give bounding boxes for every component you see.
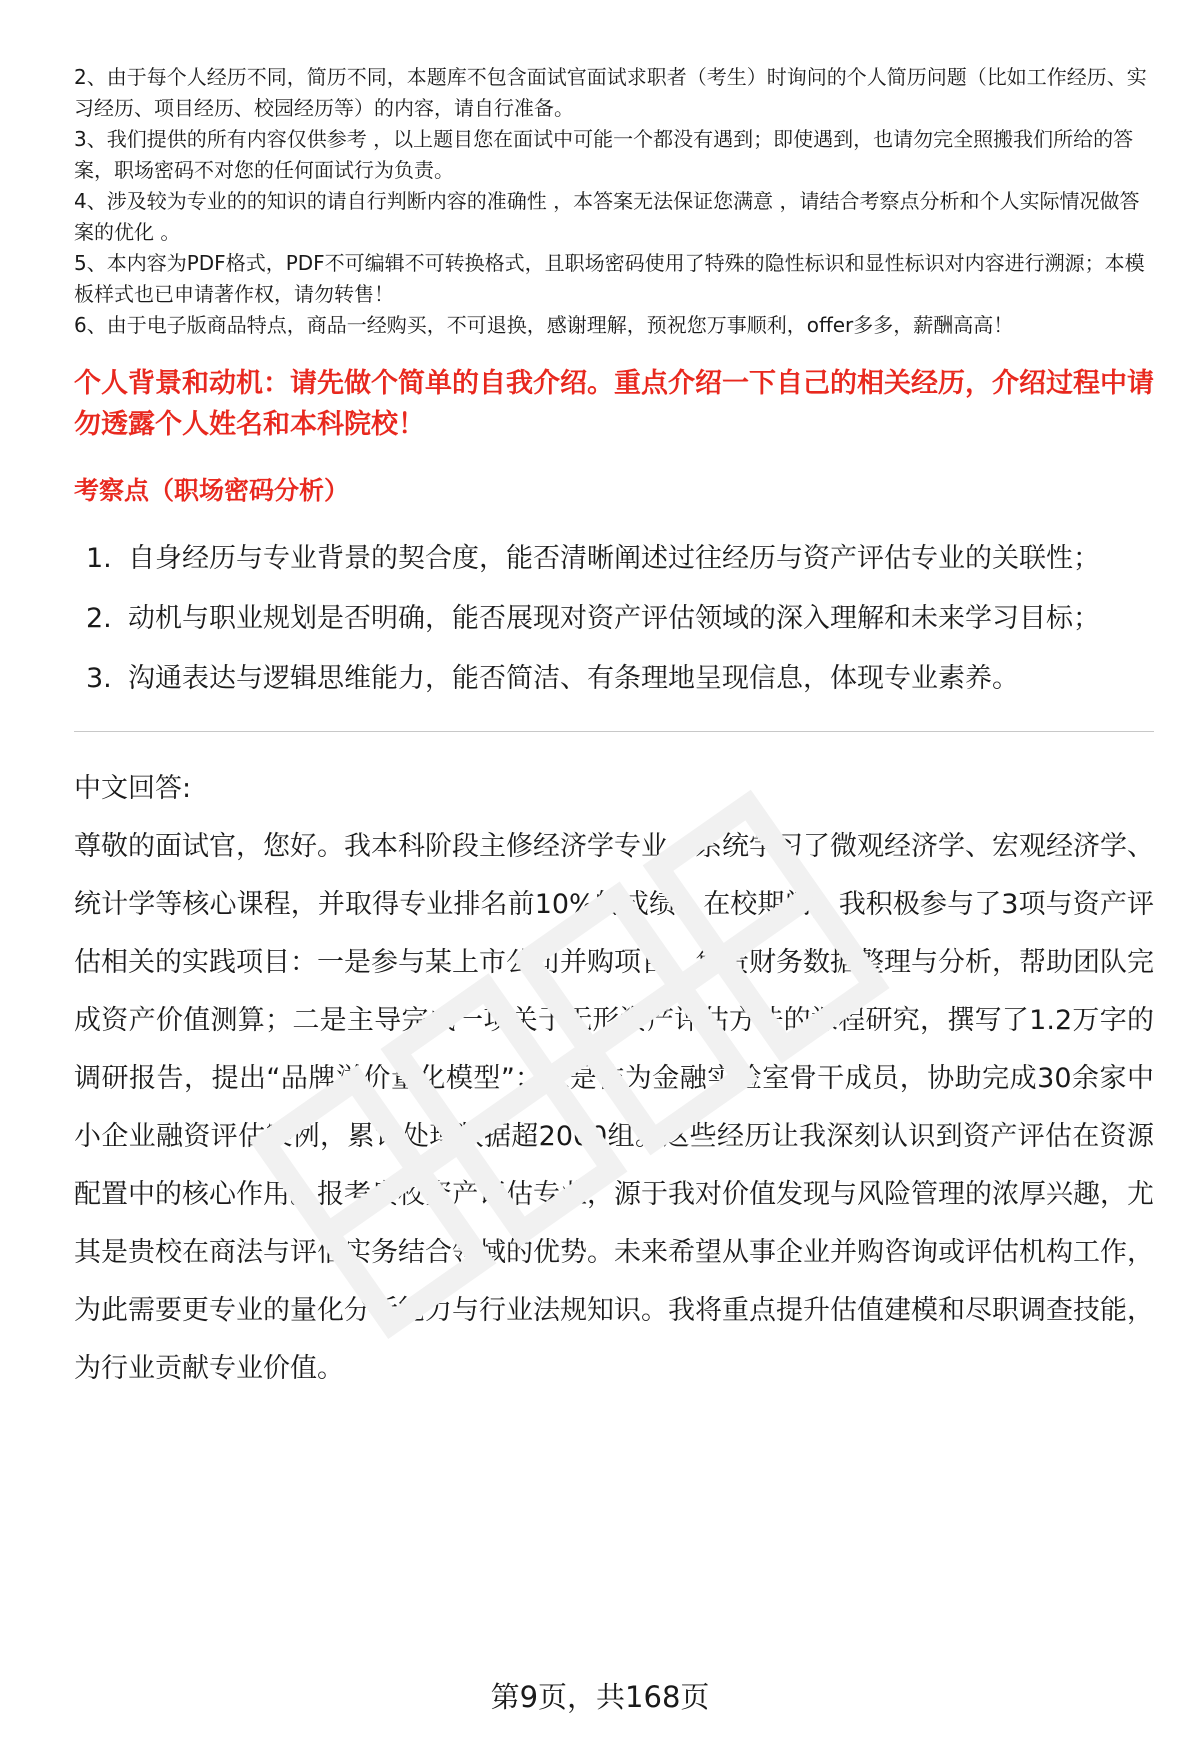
analysis-point — [74, 589, 1154, 649]
question-heading: 个人背景和动机：请先做个简单的自我介绍。重点介绍一下自己的相关经历，介绍过程中请勿透露个人姓名和本科院校！ — [74, 368, 1154, 440]
point-text: 沟通表达与逻辑思维能力，能否简洁、有条理地呈现信息，体现专业素养。 — [128, 663, 1019, 694]
notes-section — [74, 62, 1154, 341]
answer-label: 中文回答: — [74, 773, 192, 804]
point-number: 1. — [86, 543, 112, 574]
point-text: 自身经历与专业背景的契合度，能否清晰阐述过往经历与资产评估专业的关联性； — [128, 543, 1100, 574]
section-divider — [74, 731, 1154, 732]
note-item: 3、我们提供的所有内容仅供参考 ，以上题目您在面试中可能一个都没有遇到；即使遇到，也请勿完全照搬我们所给的答案，职场密码不对您的任何面试行为负责。 — [74, 127, 1134, 182]
page-footer: 第9页，共168页 — [490, 1680, 710, 1714]
point-text: 动机与职业规划是否明确，能否展现对资产评估领域的深入理解和未来学习目标； — [128, 603, 1100, 634]
note-item: 5、本内容为PDF格式，PDF不可编辑不可转换格式，且职场密码使用了特殊的隐性标识和显性标识对内容进行溯源；本模板样式也已申请著作权，请勿转售！ — [74, 251, 1145, 306]
answer-body: 尊敬的面试官，您好。我本科阶段主修经济学专业，系统学习了微观经济学、宏观经济学、统计学等核心课程，并取得专业排名前10%的成绩。在校期间，我积极参与了3项与资产评估相关的实践项目：一是参与某上市公司并购项目，负责财务数据整理与分析，帮助团队完成资产价值测算；二是主导完成一项关于无形资产评估方法的课程研究，撰写了1.2万字的调研报告，提出“品牌溢价量化模型”；三是作为金融实验室骨干成员，协助完成30余家中小企业融资评估案例，累计处理数据超2000组。这些经历让我深刻认识到资产评估在资源配置中的核心作用。报考贵校资产评估专业，源于我对价值发现与风险管理的浓厚兴趣，尤其是贵校在商法与评估实务结合领域的优势。未来希望从事企业并购咨询或评估机构工作，为此需要更专业的量化分析能力与行业法规知识。我将重点提升估值建模和尽职调查技能，为行业贡献专业价值。 — [74, 831, 1154, 1384]
note-item: 6、由于电子版商品特点，商品一经购买，不可退换，感谢理解，预祝您万事顺利，offer多多，薪酬高高！ — [74, 313, 1014, 337]
analysis-points — [74, 529, 1154, 709]
analysis-point — [74, 529, 1154, 589]
note-item: 2、由于每个人经历不同，简历不同，本题库不包含面试官面试求职者（考生）时询问的个人简历问题（比如工作经历、实习经历、项目经历、校园经历等）的内容，请自行准备。 — [74, 65, 1147, 120]
analysis-point — [74, 649, 1154, 709]
document-page — [74, 62, 1154, 1398]
point-number: 2. — [86, 603, 112, 634]
analysis-title: 考察点（职场密码分析） — [74, 476, 350, 505]
point-number: 3. — [86, 663, 112, 694]
note-item: 4、涉及较为专业的的知识的请自行判断内容的准确性 ，本答案无法保证您满意 ，请结合考察点分析和个人实际情况做答案的优化 。 — [74, 189, 1140, 244]
